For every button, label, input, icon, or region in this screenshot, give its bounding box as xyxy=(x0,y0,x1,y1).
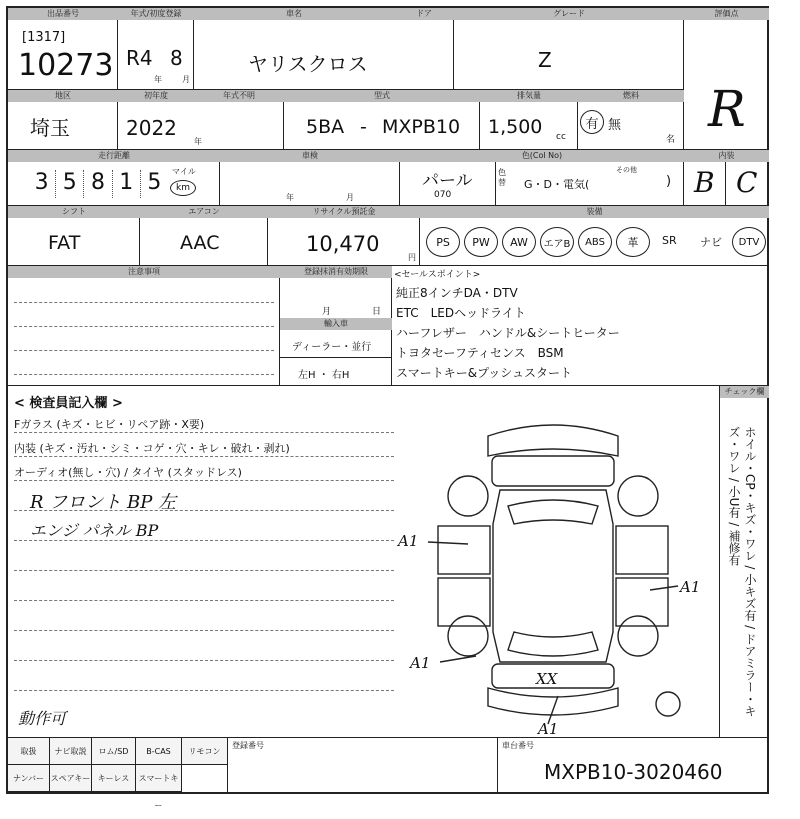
sales-point: ETC LEDヘッドライト xyxy=(396,306,526,320)
region: 埼玉 xyxy=(30,116,70,140)
inspector-line xyxy=(14,630,394,631)
mileage-digits xyxy=(28,170,168,198)
check-label: リモコン xyxy=(182,738,228,765)
check-label: キーレス xyxy=(92,765,136,792)
equip-navi: ナビ xyxy=(700,236,722,249)
equip-pw: PW xyxy=(464,227,498,257)
year-cell xyxy=(118,20,194,90)
side-label: ホイル・CP・キズ・ワレ / 小キズ有 / ドアミラー・キズ・ワレ / 小U有 / 補修有 xyxy=(727,426,757,717)
recycle: 10,470 xyxy=(306,232,380,256)
notes-line xyxy=(14,374,274,375)
mileage-digit: 1 xyxy=(113,170,141,198)
header-type: 型式 xyxy=(284,90,480,102)
fuel-no: 無 xyxy=(608,118,622,133)
header-equipment: 装備 xyxy=(420,206,769,218)
inspector-section xyxy=(8,386,720,738)
reg-number-cell xyxy=(228,738,498,792)
damage-mark: A1 xyxy=(538,720,559,736)
front-bumper-icon xyxy=(488,425,618,456)
inspector-line xyxy=(14,660,394,661)
type-dash: - xyxy=(360,116,367,138)
header-first-reg: 年式不明 xyxy=(194,90,284,102)
month: 8 xyxy=(170,46,183,70)
windshield-icon xyxy=(508,500,598,524)
wheel-icon xyxy=(618,616,658,656)
handle: 左H ・ 右H xyxy=(298,370,350,381)
header-mission: シフト xyxy=(8,206,140,218)
inspector-line xyxy=(14,570,394,571)
first-year: 2022 xyxy=(126,116,177,140)
interior-grade-cell xyxy=(726,162,769,206)
km-label: km xyxy=(170,180,196,196)
fuel-cell xyxy=(578,102,684,150)
header-year: 年式/初度登録 xyxy=(118,8,194,20)
header-doors: ドア xyxy=(394,8,454,20)
check-label: 取扱 xyxy=(8,738,50,765)
check-label: ナンバー xyxy=(8,765,50,792)
chassis-cell xyxy=(498,738,769,792)
check-label: スマートキー xyxy=(136,765,182,792)
door-rr-icon xyxy=(616,578,668,626)
chassis-label: 車台番号 xyxy=(502,741,534,750)
color-no: 070 xyxy=(434,190,452,200)
mileage-cell xyxy=(8,162,220,206)
equip-dtv: DTV xyxy=(732,227,766,257)
type-code: MXPB10 xyxy=(382,116,461,138)
handle-cell xyxy=(280,358,392,386)
score: R xyxy=(708,80,746,138)
header-lot: 出品番号 xyxy=(8,8,118,20)
cc-cell xyxy=(480,102,578,150)
inspector-line-f: Fガラス (キズ・ヒビ・リペア跡・X要) xyxy=(14,418,205,431)
inspector-line-audio: オーディオ(無し・穴) / タイヤ (スタッドレス) xyxy=(14,466,242,479)
color-options: G・D・電気( xyxy=(524,178,590,191)
handwritten-note-1: R フロント BP 左 xyxy=(30,492,177,513)
sales-points-cell xyxy=(392,266,769,386)
shaken-tsuki: 月 xyxy=(346,193,354,202)
cc-unit: cc xyxy=(556,132,566,142)
ac: AAC xyxy=(180,232,220,254)
damage-pointer xyxy=(440,656,476,662)
header-inner: 内装 xyxy=(684,150,769,162)
lot-prefix: [1317] xyxy=(22,30,66,45)
interior-grade: C xyxy=(736,166,758,199)
inspector-line-int: 内装 (キズ・汚れ・シミ・コゲ・穴・キレ・破れ・剥れ) xyxy=(14,442,290,455)
sales-title: <セールスポイント> xyxy=(394,270,481,280)
mileage-digit: 5 xyxy=(147,170,162,195)
shaken-cell xyxy=(220,162,400,206)
equipment-cell xyxy=(420,218,769,266)
recycle-yen: 円 xyxy=(408,253,416,262)
bottom-checklist xyxy=(8,738,228,810)
exterior-grade-cell xyxy=(684,162,726,206)
header-first-year: 初年度 xyxy=(118,90,194,102)
color-change-label: 色替 xyxy=(498,168,506,187)
header-mileage: 走行距離 xyxy=(8,150,220,162)
wheel-icon xyxy=(618,476,658,516)
header-ac: エアコン xyxy=(140,206,268,218)
header-import: 輸入車 xyxy=(280,318,392,330)
wheel-icon xyxy=(448,616,488,656)
type-prefix: 5BA xyxy=(306,116,345,138)
chassis-number: MXPB10-3020460 xyxy=(544,760,723,784)
header-reg-expiry: 登録抹消有効期限 xyxy=(280,266,392,278)
era: R4 xyxy=(126,46,153,70)
close-paren: ) xyxy=(666,174,672,189)
lot-cell xyxy=(8,20,118,90)
first-year-nen: 年 xyxy=(194,137,202,146)
door-fr-icon xyxy=(616,526,668,574)
type-cell xyxy=(284,102,480,150)
color-options-cell xyxy=(496,162,684,206)
check-label: スペアキー xyxy=(50,765,92,792)
fuel-yes: 有 xyxy=(580,110,604,134)
ac-cell xyxy=(140,218,268,266)
equip-aw: AW xyxy=(502,227,536,257)
equip-abs: ABS xyxy=(578,227,612,257)
inspector-line xyxy=(14,456,394,457)
sonota-label: その他 xyxy=(616,166,637,174)
signature: 動作可 xyxy=(18,709,67,728)
sales-point: ハーフレザー ハンドル&シートヒーター xyxy=(396,326,620,340)
notes-line xyxy=(14,350,274,351)
recycle-cell xyxy=(268,218,420,266)
damage-pointer xyxy=(428,542,468,544)
dealer-cell xyxy=(280,330,392,358)
shaken-nen: 年 xyxy=(286,193,294,202)
grade: Z xyxy=(538,48,552,72)
equip-airbag: エアB xyxy=(540,227,574,257)
inspector-line xyxy=(14,600,394,601)
hood-icon xyxy=(492,456,614,486)
reg-expiry-day: 日 xyxy=(372,307,382,317)
sales-point: 純正8インチDA・DTV xyxy=(396,286,518,300)
damage-mark: A1 xyxy=(410,654,431,672)
model-cell xyxy=(194,20,454,90)
color-cell xyxy=(400,162,496,206)
cc-value: 1,500 xyxy=(488,116,543,138)
grade-cell xyxy=(454,20,684,90)
sales-point: スマートキー&プッシュスタート xyxy=(396,366,573,380)
header-notes: 注意事項 xyxy=(8,266,280,278)
dealer: ディーラー・並行 xyxy=(292,342,372,353)
check-label: B-CAS xyxy=(136,738,182,765)
first-year-cell xyxy=(118,102,284,150)
damage-mark: A1 xyxy=(680,578,701,596)
header-score: 評価点 xyxy=(684,8,769,20)
equip-leather: 革 xyxy=(616,227,650,257)
equip-ps: PS xyxy=(426,227,460,257)
side-column xyxy=(720,386,769,738)
handwritten-note-2: エンジ パネル BP xyxy=(30,521,159,540)
damage-mark: XX xyxy=(536,670,558,688)
spare-tire-icon xyxy=(656,692,680,716)
frame-label: チェック欄 xyxy=(720,386,769,398)
door-fl-icon xyxy=(438,526,490,574)
header-region: 地区 xyxy=(8,90,118,102)
damage-mark: A1 xyxy=(398,532,419,550)
mission: FAT xyxy=(48,232,81,254)
notes-line xyxy=(14,326,274,327)
lot-number: 10273 xyxy=(18,48,114,83)
header-color: 色(Col No) xyxy=(400,150,684,162)
color: パール xyxy=(422,171,473,191)
reg-expiry-cell xyxy=(280,278,392,318)
wheel-icon xyxy=(448,476,488,516)
region-cell xyxy=(8,102,118,150)
door-rl-icon xyxy=(438,578,490,626)
header-fuel: 燃料 xyxy=(578,90,684,102)
exterior-grade: B xyxy=(694,166,715,199)
header-model: 車名 xyxy=(194,8,394,20)
mileage-digit: 5 xyxy=(56,170,84,198)
notes-cell xyxy=(8,278,280,386)
inspector-line xyxy=(14,690,394,691)
mile-label: マイル xyxy=(172,167,196,176)
header-recycle: リサイクル預託金 xyxy=(268,206,420,218)
equip-sr: SR xyxy=(662,234,677,247)
inspector-line xyxy=(14,432,394,433)
header-grade: グレード xyxy=(454,8,684,20)
model-name: ヤリスクロス xyxy=(248,52,368,76)
mission-cell xyxy=(8,218,140,266)
tsuki-label: 月 xyxy=(182,75,190,84)
reg-expiry-tsuki: 月 xyxy=(322,307,332,317)
inspector-title: < 検査員記入欄 > xyxy=(14,396,123,411)
header-shaken: 車検 xyxy=(220,150,400,162)
nen-label: 年 xyxy=(154,75,162,84)
header-cc: 排気量 xyxy=(480,90,578,102)
sales-point: トヨタセーフティセンス BSM xyxy=(396,346,564,360)
check-label: ロム/SD xyxy=(92,738,136,765)
check-label: ナビ取説 xyxy=(50,738,92,765)
mileage-digit: 8 xyxy=(84,170,112,198)
score-cell xyxy=(684,20,769,150)
damage-pointer xyxy=(650,586,678,590)
fuel-note: 名 xyxy=(666,135,676,145)
reg-number-label: 登録番号 xyxy=(232,741,264,750)
mileage-digit: 3 xyxy=(28,170,56,198)
notes-line xyxy=(14,302,274,303)
rear-window-icon xyxy=(508,632,598,656)
inspector-line xyxy=(14,480,394,481)
car-diagram xyxy=(388,406,718,736)
auction-sheet xyxy=(6,6,769,810)
